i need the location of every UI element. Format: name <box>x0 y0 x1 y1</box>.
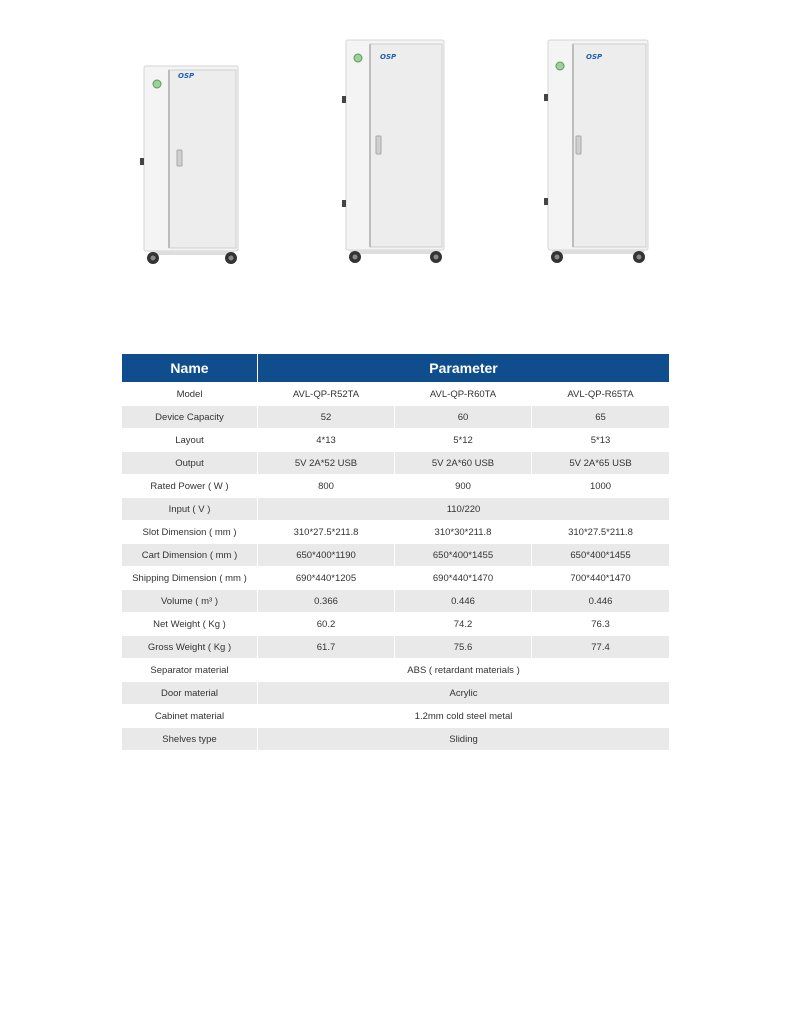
table-row <box>122 705 670 728</box>
table-row <box>122 475 670 498</box>
row-label: Cart Dimension ( mm ) <box>122 544 258 567</box>
row-value: 75.6 <box>395 636 532 659</box>
cabinet-image-small <box>138 64 248 268</box>
row-value: 5V 2A*65 USB <box>532 452 670 475</box>
row-value: 650*400*1190 <box>258 544 395 567</box>
table-row <box>122 682 670 705</box>
table-row <box>122 613 670 636</box>
row-value: 690*440*1470 <box>395 567 532 590</box>
table-row <box>122 452 670 475</box>
row-value: 60 <box>395 406 532 429</box>
row-value-merged: Acrylic <box>258 682 670 705</box>
brand-logo: OSP <box>380 53 397 61</box>
header-name: Name <box>122 354 258 383</box>
row-value: 0.446 <box>395 590 532 613</box>
row-value: 700*440*1470 <box>532 567 670 590</box>
table-row <box>122 406 670 429</box>
table-row <box>122 429 670 452</box>
row-value: 77.4 <box>532 636 670 659</box>
row-label: Input ( V ) <box>122 498 258 521</box>
row-value: 52 <box>258 406 395 429</box>
row-value: 1000 <box>532 475 670 498</box>
row-label: Shipping Dimension ( mm ) <box>122 567 258 590</box>
table-row <box>122 659 670 682</box>
brand-logo: OSP <box>586 53 603 61</box>
row-label: Cabinet material <box>122 705 258 728</box>
row-value-merged: 110/220 <box>258 498 670 521</box>
table-row <box>122 636 670 659</box>
row-label: Model <box>122 383 258 406</box>
row-label: Shelves type <box>122 728 258 751</box>
row-value: AVL-QP-R60TA <box>395 383 532 406</box>
cabinet-image-medium <box>340 38 450 268</box>
row-value: 690*440*1205 <box>258 567 395 590</box>
row-value: 5*12 <box>395 429 532 452</box>
spec-table <box>121 353 670 751</box>
table-row <box>122 590 670 613</box>
row-value: 310*30*211.8 <box>395 521 532 544</box>
row-label: Device Capacity <box>122 406 258 429</box>
row-value: 5*13 <box>532 429 670 452</box>
row-label: Separator material <box>122 659 258 682</box>
row-label: Volume ( m³ ) <box>122 590 258 613</box>
row-label: Door material <box>122 682 258 705</box>
row-value-merged: ABS ( retardant materials ) <box>258 659 670 682</box>
row-value: 900 <box>395 475 532 498</box>
table-row <box>122 544 670 567</box>
row-value: 650*400*1455 <box>395 544 532 567</box>
row-label: Net Weight ( Kg ) <box>122 613 258 636</box>
table-row <box>122 498 670 521</box>
table-row <box>122 521 670 544</box>
row-value: 310*27.5*211.8 <box>532 521 670 544</box>
row-value: 0.366 <box>258 590 395 613</box>
row-value: 310*27.5*211.8 <box>258 521 395 544</box>
spec-table-body <box>122 383 670 751</box>
row-value-merged: 1.2mm cold steel metal <box>258 705 670 728</box>
table-row <box>122 728 670 751</box>
row-value: 5V 2A*52 USB <box>258 452 395 475</box>
table-row <box>122 383 670 406</box>
row-label: Rated Power ( W ) <box>122 475 258 498</box>
row-value: AVL-QP-R52TA <box>258 383 395 406</box>
row-label: Output <box>122 452 258 475</box>
row-value: 800 <box>258 475 395 498</box>
row-value: 61.7 <box>258 636 395 659</box>
brand-logo: OSP <box>178 72 195 80</box>
row-value: 5V 2A*60 USB <box>395 452 532 475</box>
cabinet-image-large <box>542 38 654 268</box>
header-parameter: Parameter <box>258 354 670 383</box>
row-value: 4*13 <box>258 429 395 452</box>
table-row <box>122 567 670 590</box>
row-label: Layout <box>122 429 258 452</box>
row-value: 74.2 <box>395 613 532 636</box>
row-value: AVL-QP-R65TA <box>532 383 670 406</box>
row-value: 0.446 <box>532 590 670 613</box>
row-value: 60.2 <box>258 613 395 636</box>
row-label: Gross Weight ( Kg ) <box>122 636 258 659</box>
table-header-row <box>122 354 670 383</box>
row-value-merged: Sliding <box>258 728 670 751</box>
row-value: 65 <box>532 406 670 429</box>
row-label: Slot Dimension ( mm ) <box>122 521 258 544</box>
row-value: 76.3 <box>532 613 670 636</box>
row-value: 650*400*1455 <box>532 544 670 567</box>
